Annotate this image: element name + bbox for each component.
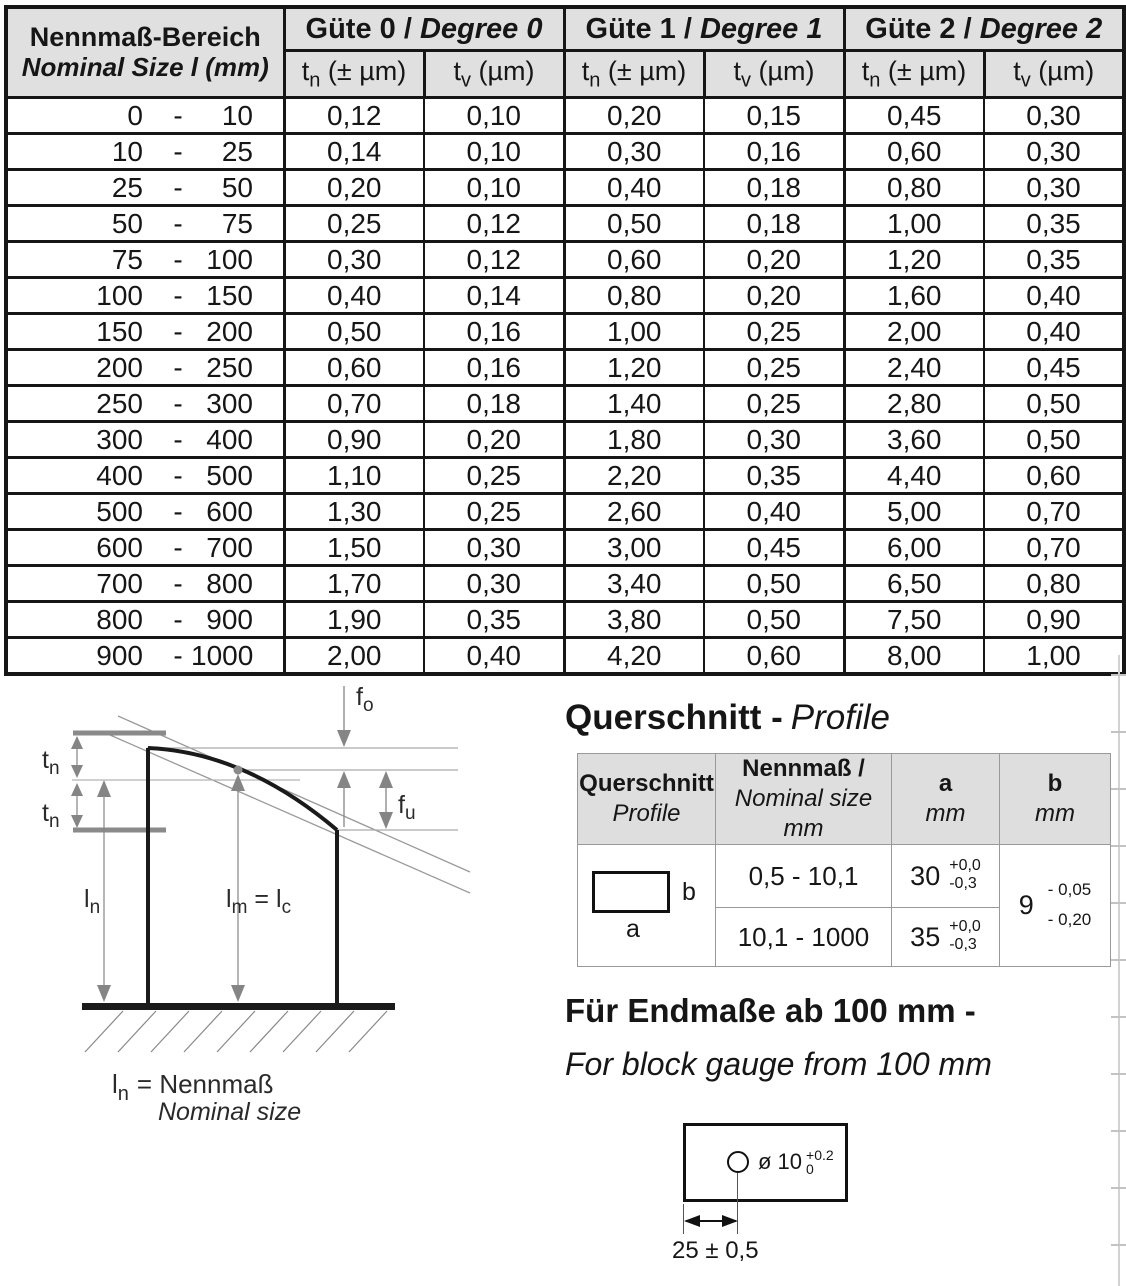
- nominal-size-header-en: Nominal Size l (mm): [21, 52, 269, 83]
- fu-label: $f_u$: [398, 791, 416, 824]
- grade-0-label-en: Degree 0: [419, 12, 543, 45]
- gauge-hole-circle: [727, 1151, 749, 1173]
- tolerance-value-cell: 0,40: [704, 494, 844, 530]
- tolerance-value-cell: 0,25: [704, 386, 844, 422]
- tolerance-value-cell: 0,20: [564, 98, 704, 134]
- tolerance-value-cell: 0,60: [564, 242, 704, 278]
- lm-lc-label: $l_m = l_c$: [226, 885, 292, 918]
- nominal-range-cell: 10 - 25: [6, 134, 284, 170]
- profile-title-en: Profile: [790, 698, 891, 737]
- grade-2-label-de: Güte 2 /: [865, 12, 972, 45]
- profile-title-de: Querschnitt -: [565, 698, 783, 737]
- tolerance-value-cell: 0,14: [424, 278, 564, 314]
- tolerance-value-cell: 6,00: [844, 530, 984, 566]
- tolerance-value-cell: 1,80: [564, 422, 704, 458]
- nominal-range-cell: 50 - 75: [6, 206, 284, 242]
- table-row: [6, 602, 1124, 638]
- a-value-cell: 35 +0,0 -0,3: [892, 908, 1000, 967]
- nominal-range-cell: 0 - 10: [6, 98, 284, 134]
- tolerance-value-cell: 0,30: [564, 134, 704, 170]
- nominal-range-cell: 600 - 700: [6, 530, 284, 566]
- tolerance-value-cell: 0,20: [284, 170, 424, 206]
- tn-upper-label: $t_n$: [42, 746, 60, 779]
- tolerance-value-cell: 0,10: [424, 170, 564, 206]
- tn-column-header: $t_n$ (± µm): [564, 51, 704, 98]
- tolerance-value-cell: 0,40: [564, 170, 704, 206]
- tv-column-header: $t_v$ (µm): [984, 51, 1124, 98]
- profile-label-b: b: [682, 877, 696, 906]
- tolerance-value-cell: 0,50: [284, 314, 424, 350]
- tolerance-value-cell: 1,40: [564, 386, 704, 422]
- tolerance-value-cell: 0,18: [704, 206, 844, 242]
- tolerance-value-cell: 7,50: [844, 602, 984, 638]
- sloped-band-line-upper: [118, 716, 470, 872]
- tn-lower-double-arrow: [71, 783, 83, 828]
- sloped-band-line-lower: [110, 735, 470, 893]
- tolerance-value-cell: 0,80: [984, 566, 1124, 602]
- nominal-range-cell: 250 - 300: [6, 386, 284, 422]
- tolerance-value-cell: 0,35: [424, 602, 564, 638]
- tolerance-value-cell: 0,45: [844, 98, 984, 134]
- nominal-range-cell: 400 - 500: [6, 458, 284, 494]
- tolerance-value-cell: 0,40: [424, 638, 564, 675]
- nominal-range-cell: 0,5 - 10,1: [716, 845, 892, 908]
- tolerance-value-cell: 0,20: [424, 422, 564, 458]
- tolerance-value-cell: 0,10: [424, 98, 564, 134]
- endmass-heading-en: For block gauge from 100 mm: [565, 1046, 992, 1082]
- tolerance-value-cell: 0,25: [284, 206, 424, 242]
- diagram-caption-de: $l_n$ = Nennmaß: [112, 1069, 274, 1105]
- tolerance-value-cell: 3,60: [844, 422, 984, 458]
- tolerance-diagram: [0, 660, 560, 1130]
- tolerance-value-cell: 6,50: [844, 566, 984, 602]
- nominal-range-cell: 10,1 - 1000: [716, 908, 892, 967]
- tolerance-value-cell: 0,10: [424, 134, 564, 170]
- nominal-size-header: [6, 7, 284, 98]
- tolerance-value-cell: 0,90: [984, 602, 1124, 638]
- tolerance-value-cell: 0,15: [704, 98, 844, 134]
- table-row: [6, 494, 1124, 530]
- ln-label: $l_n$: [84, 885, 101, 918]
- tolerance-value-cell: 0,35: [984, 206, 1124, 242]
- tolerance-value-cell: 0,35: [984, 242, 1124, 278]
- fo-arrow: [337, 686, 351, 747]
- tn-column-header: $t_n$ (± µm): [284, 51, 424, 98]
- tolerance-value-cell: 0,60: [984, 458, 1124, 494]
- tolerance-value-cell: 2,00: [284, 638, 424, 675]
- tolerance-value-cell: 1,60: [844, 278, 984, 314]
- tolerance-value-cell: 0,40: [984, 278, 1124, 314]
- hole-diameter-label: ø 10 +0.2 0: [758, 1147, 834, 1177]
- dimension-double-arrow: [683, 1213, 739, 1229]
- tolerance-value-cell: 0,16: [704, 134, 844, 170]
- tolerance-value-cell: 0,30: [984, 134, 1124, 170]
- table-row: [6, 458, 1124, 494]
- nominal-size-col-header: Nennmaß / Nominal size mm: [716, 754, 892, 845]
- tolerance-value-cell: 1,70: [284, 566, 424, 602]
- scan-artifact-ticks: [1111, 674, 1126, 1252]
- tolerance-value-cell: 0,16: [424, 350, 564, 386]
- tolerance-value-cell: 0,60: [284, 350, 424, 386]
- table-row: [6, 422, 1124, 458]
- profile-rectangle: [592, 871, 670, 913]
- tolerance-value-cell: 0,25: [704, 350, 844, 386]
- table-row: [6, 566, 1124, 602]
- table-row: [6, 278, 1124, 314]
- tolerance-value-cell: 0,20: [704, 242, 844, 278]
- tolerance-value-cell: 1,90: [284, 602, 424, 638]
- grade-1-label-en: Degree 1: [699, 12, 823, 45]
- table-row: [6, 242, 1124, 278]
- tolerance-value-cell: 0,60: [844, 134, 984, 170]
- tolerance-value-cell: 3,80: [564, 602, 704, 638]
- nominal-range-cell: 75 - 100: [6, 242, 284, 278]
- tolerance-value-cell: 4,40: [844, 458, 984, 494]
- tn-lower-label: $t_n$: [42, 799, 60, 832]
- nominal-size-header-de: Nennmaß-Bereich: [29, 22, 261, 53]
- tolerance-value-cell: 0,40: [284, 278, 424, 314]
- tolerance-value-cell: 0,45: [984, 350, 1124, 386]
- tolerance-value-cell: 0,30: [984, 170, 1124, 206]
- tolerance-value-cell: 0,35: [704, 458, 844, 494]
- tn-upper-double-arrow: [71, 736, 83, 778]
- table-row: [6, 170, 1124, 206]
- tolerance-value-cell: 0,70: [984, 494, 1124, 530]
- measuring-point-dot: [234, 766, 243, 775]
- tolerance-value-cell: 0,30: [984, 98, 1124, 134]
- tolerance-value-cell: 0,12: [424, 242, 564, 278]
- b-value-cell: 9 - 0,05 - 0,20: [1000, 845, 1111, 967]
- tolerance-value-cell: 0,50: [704, 602, 844, 638]
- b-col-header: b mm: [1000, 754, 1111, 845]
- grade-1-header: [564, 7, 844, 51]
- ground-hatching: [85, 1011, 387, 1052]
- tolerance-value-cell: 0,30: [284, 242, 424, 278]
- tolerance-value-cell: 0,20: [704, 278, 844, 314]
- tolerance-value-cell: 0,90: [284, 422, 424, 458]
- tn-column-header: $t_n$ (± µm): [844, 51, 984, 98]
- tolerance-value-cell: 0,25: [704, 314, 844, 350]
- tolerance-value-cell: 0,70: [984, 530, 1124, 566]
- tolerance-value-cell: 1,00: [564, 314, 704, 350]
- tv-column-header: $t_v$ (µm): [424, 51, 564, 98]
- nominal-range-cell: 200 - 250: [6, 350, 284, 386]
- tolerance-value-cell: 1,10: [284, 458, 424, 494]
- nominal-range-cell: 25 - 50: [6, 170, 284, 206]
- tolerance-value-cell: 2,40: [844, 350, 984, 386]
- fu-double-arrow: [379, 771, 393, 829]
- tolerance-value-cell: 0,18: [424, 386, 564, 422]
- grade-2-label-en: Degree 2: [979, 12, 1103, 45]
- profile-sketch-cell: [578, 845, 716, 967]
- table-row: [6, 206, 1124, 242]
- tolerance-value-cell: 0,12: [424, 206, 564, 242]
- tolerance-value-cell: 0,45: [704, 530, 844, 566]
- tolerance-value-cell: 2,20: [564, 458, 704, 494]
- tolerance-value-cell: 0,14: [284, 134, 424, 170]
- nominal-range-cell: 100 - 150: [6, 278, 284, 314]
- grade-0-header: [284, 7, 564, 51]
- tolerance-value-cell: 1,20: [844, 242, 984, 278]
- profile-label-a: a: [626, 915, 640, 943]
- tolerance-value-cell: 3,40: [564, 566, 704, 602]
- a-col-header: a mm: [892, 754, 1000, 845]
- nominal-range-cell: 150 - 200: [6, 314, 284, 350]
- tolerance-value-cell: 0,80: [844, 170, 984, 206]
- nominal-range-cell: 700 - 800: [6, 566, 284, 602]
- tolerance-value-cell: 0,70: [284, 386, 424, 422]
- tolerance-value-cell: 0,30: [424, 530, 564, 566]
- tolerance-value-cell: 0,30: [704, 422, 844, 458]
- tolerance-value-cell: 2,60: [564, 494, 704, 530]
- tolerance-value-cell: 0,18: [704, 170, 844, 206]
- lm-dimension-arrow: [231, 774, 245, 1002]
- tolerance-value-cell: 1,20: [564, 350, 704, 386]
- dimension-label: 25 ± 0,5: [672, 1237, 759, 1264]
- nominal-range-cell: 300 - 400: [6, 422, 284, 458]
- tolerance-value-cell: 0,25: [424, 494, 564, 530]
- table-row: [578, 845, 1111, 908]
- fo-label: $f_o$: [356, 683, 374, 716]
- tolerance-value-cell: 0,50: [984, 422, 1124, 458]
- tolerance-value-cell: 1,50: [284, 530, 424, 566]
- table-row: [6, 98, 1124, 134]
- nominal-range-cell: 900 - 1000: [6, 638, 284, 675]
- tolerance-value-cell: 5,00: [844, 494, 984, 530]
- tolerance-value-cell: 0,50: [704, 566, 844, 602]
- nominal-range-cell: 500 - 600: [6, 494, 284, 530]
- tolerance-value-cell: 0,50: [564, 206, 704, 242]
- endmass-heading-de: Für Endmaße ab 100 mm -: [565, 992, 976, 1029]
- ground-plate: [82, 1003, 395, 1010]
- profile-section-title: [565, 698, 890, 738]
- tolerance-value-cell: 0,50: [984, 386, 1124, 422]
- table-row: [6, 314, 1124, 350]
- profile-table: [577, 753, 1111, 967]
- a-value-cell: 30 +0,0 -0,3: [892, 845, 1000, 908]
- nominal-range-cell: 800 - 900: [6, 602, 284, 638]
- table-row: [6, 530, 1124, 566]
- table-row: [6, 350, 1124, 386]
- tolerance-table: [4, 5, 1126, 676]
- tolerance-value-cell: 2,00: [844, 314, 984, 350]
- grade-2-header: [844, 7, 1124, 51]
- tolerance-value-cell: 0,12: [284, 98, 424, 134]
- tv-column-header: $t_v$ (µm): [704, 51, 844, 98]
- tolerance-value-cell: 1,30: [284, 494, 424, 530]
- tolerance-value-cell: 0,30: [424, 566, 564, 602]
- tolerance-value-cell: 2,80: [844, 386, 984, 422]
- tolerance-value-cell: 0,80: [564, 278, 704, 314]
- tolerance-value-cell: 0,60: [704, 638, 844, 675]
- tolerance-value-cell: 0,16: [424, 314, 564, 350]
- grade-0-label-de: Güte 0 /: [305, 12, 412, 45]
- diagram-caption-en: Nominal size: [158, 1098, 302, 1126]
- tolerance-value-cell: 4,20: [564, 638, 704, 675]
- tolerance-value-cell: 0,25: [424, 458, 564, 494]
- ln-dimension-arrow: [97, 780, 111, 1002]
- grade-1-label-de: Güte 1 /: [585, 12, 692, 45]
- tolerance-value-cell: 0,40: [984, 314, 1124, 350]
- profile-col-header: Querschnitt Profile: [578, 754, 716, 845]
- tolerance-value-cell: 8,00: [844, 638, 984, 675]
- tolerance-value-cell: 1,00: [984, 638, 1124, 675]
- tolerance-value-cell: 3,00: [564, 530, 704, 566]
- tolerance-value-cell: 1,00: [844, 206, 984, 242]
- table-row: [6, 134, 1124, 170]
- table-row: [6, 386, 1124, 422]
